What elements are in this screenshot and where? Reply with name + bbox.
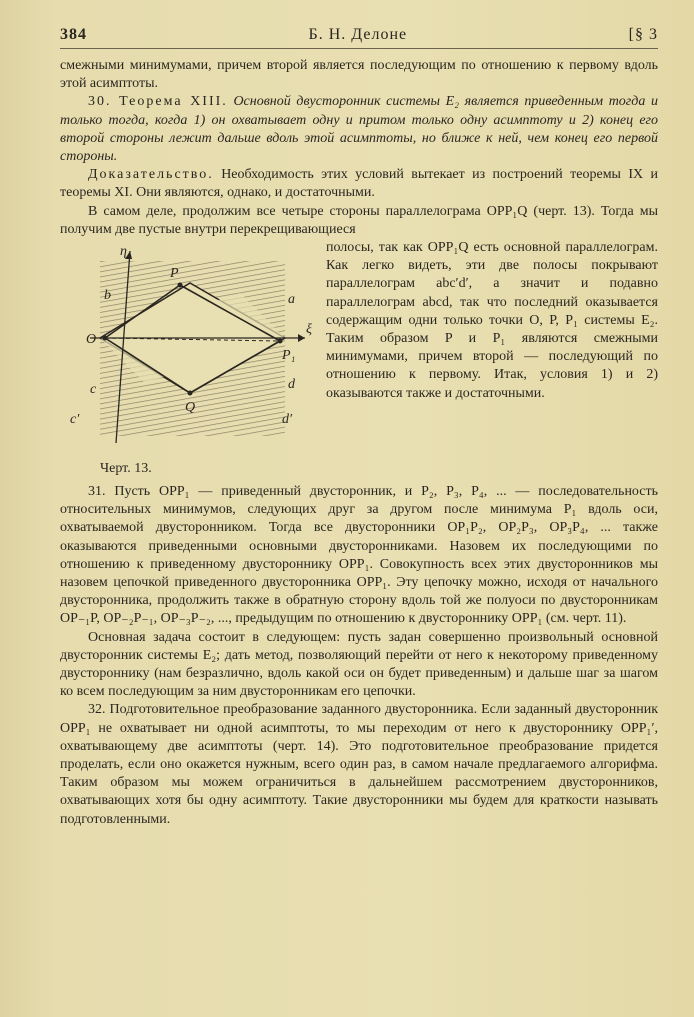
point-P1	[278, 339, 283, 344]
paragraph-beside-figure: полосы, так как OPP₁Q есть основной параллелограм. Как легко видеть, эти две полосы покрывают параллелограм abc′d′, а значит и подавно параллелограм abcd, так что последний оказывается содержащим одни только точки O, P, P₁ системы E₂. Таким образом P и P₁ являются смежными минимумами, причем второй — последующий по отношению к первому. Итак, условия 1) и 2) оказываются также и достаточными.	[326, 240, 658, 401]
xi-arrow	[298, 334, 305, 342]
label-P: P	[170, 266, 179, 282]
label-Q: Q	[185, 400, 196, 416]
theorem-paragraph	[60, 93, 658, 166]
proof-text: Необходимость этих условий вытекает из построений теоремы IX и теоремы XI. Они являются, однако, и достаточными.	[60, 167, 658, 201]
label-d-prime: d′	[282, 412, 293, 428]
page-number: 384	[60, 26, 87, 43]
figure-13	[60, 243, 318, 481]
proof-paragraph	[60, 166, 658, 202]
running-author: Б. Н. Делоне	[308, 26, 408, 43]
label-P1: P₁	[282, 348, 296, 364]
section-32-paragraph: 32. Подготовительное преобразование заданного двусторонника. Если заданный двусторонник OPP₁ не охватывает ни одной асимптоты, то мы переходим от него к двустороннику OPP₁′, охватывающему две асимптоты (черт. 14). Это подготовительное преобразование придется проделать, если оно окажется нужным, всего один раз, в самом начале предлагаемого алгорифма. Таким образом мы можем ограничиться в дальнейшем рассмотрением двусторонников, охватывающих хотя бы одну асимптоту. Такие двусторонники мы будем для краткости называть подготовленными.	[60, 702, 658, 827]
label-d: d	[288, 377, 295, 393]
running-section: [§ 3	[628, 26, 658, 43]
figure-wrap-block	[60, 239, 658, 483]
label-b: b	[104, 288, 111, 304]
theorem-text: Основной двусторонник системы E₂ является приведенным тогда и только тогда, когда 1) он охватывает одну и притом только одну асимптоту и 2) конец его второй стороны лежит дальше вдоль этой асимптоты, но ближе к ней, чем конец его первой стороны.	[60, 94, 658, 165]
label-c: c	[90, 382, 97, 398]
label-c-prime: c′	[70, 412, 80, 428]
paragraph-before-figure: В самом деле, продолжим все четыре стороны параллелограма OPP₁Q (черт. 13). Тогда мы получим две пустые внутри перекрещивающиеся	[60, 203, 658, 237]
label-a: a	[288, 292, 295, 308]
running-header	[60, 26, 658, 49]
section-31-paragraph: 31. Пусть OPP₁ — приведенный двусторонник, и P₂, P₃, P₄, ... — последовательность относительных минимумов, следующих друг за другом после минимума P₁ вдоль оси, охватываемой двусторонником. Тогда все двусторонники OP₁P₂, OP₂P₃, OP₃P₄, ... также оказываются приведенными основными двусторонниками. Назовем их последующими по отношению к приведенному двустороннику OPP₁. Совокупность всех этих двусторонников мы назовем цепочкой приведенного двусторонника OPP₁. Эту цепочку можно, исходя от начального двусторонника, продолжить также в обратную сторону вдоль той же полуоси по двусторонникам OP₋₁P, OP₋₂P₋₁, OP₋₃P₋₂, ..., предыдущим по отношению к двустороннику OPP₁ (см. черт. 11).	[60, 484, 658, 627]
point-O	[103, 336, 108, 341]
label-eta: η	[120, 244, 127, 260]
point-P	[178, 283, 183, 288]
point-Q	[188, 391, 193, 396]
paragraph-continuation: смежными минимумами, причем второй является последующим по отношению к первому вдоль этой асимптоты.	[60, 58, 658, 92]
label-O: O	[86, 332, 97, 348]
label-xi: ξ	[306, 322, 312, 338]
theorem-number: 30. Теорема XIII.	[88, 94, 228, 110]
main-problem-paragraph: Основная задача состоит в следующем: пусть задан совершенно произвольный основной двусторонник системы E₂; дать метод, позволяющий перейти от него к некоторому приведенному двустороннику (нам безразлично, вдоль какой оси он будет приведенным) и дальше шаг за шагом ко всем последующим за ним двусторонникам его цепочки.	[60, 629, 658, 700]
figure-caption: Черт. 13.	[100, 461, 152, 477]
proof-heading: Доказательство.	[88, 167, 214, 183]
figure-13-drawing	[60, 243, 318, 453]
